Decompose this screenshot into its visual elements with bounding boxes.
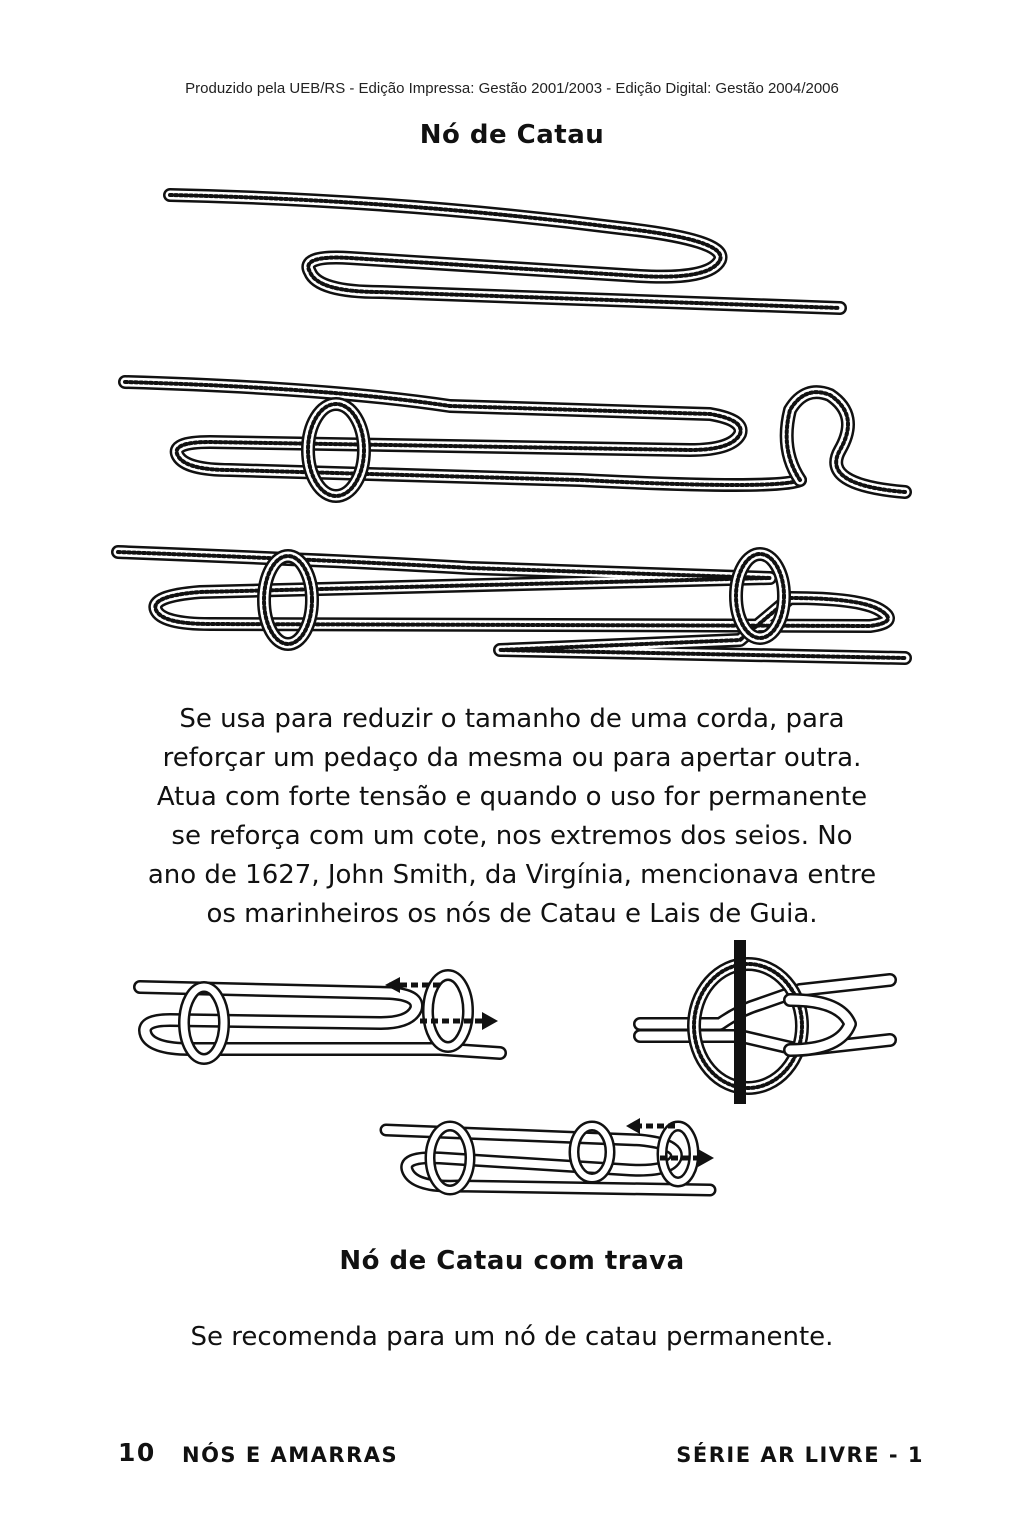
description-line: ano de 1627, John Smith, da Virgínia, mencionava entre bbox=[147, 860, 877, 890]
description-line: Atua com forte tensão e quando o uso for permanente bbox=[156, 782, 868, 812]
series-label: SÉRIE AR LIVRE - 1 bbox=[676, 1443, 924, 1467]
knot-step-2-illustration bbox=[0, 370, 1024, 510]
description-line: reforçar um pedaço da mesma ou para apertar outra. bbox=[162, 743, 862, 773]
knot-locked-step-2-illustration bbox=[640, 940, 900, 1110]
locked-paragraph: Se recomenda para um nó de catau permanente. bbox=[190, 1322, 834, 1352]
knot-step-3-illustration bbox=[0, 540, 1024, 680]
knot-locked-step-1-illustration bbox=[130, 965, 650, 1085]
header-credits: Produzido pela UEB/RS - Edição Impressa: Gestão 2001/2003 - Edição Digital: Gestão 2004/2006 bbox=[185, 80, 839, 97]
description-line: se reforça com um cote, nos extremos dos seios. No bbox=[171, 821, 853, 851]
knot-locked-step-3-illustration bbox=[380, 1110, 720, 1210]
description-paragraph bbox=[100, 700, 924, 934]
description-line: os marinheiros os nós de Catau e Lais de Guia. bbox=[206, 899, 818, 929]
description-line: Se usa para reduzir o tamanho de uma corda, para bbox=[179, 704, 845, 734]
page-number: 10 bbox=[118, 1438, 156, 1467]
page-title: Nó de Catau bbox=[419, 120, 605, 150]
book-title: NÓS E AMARRAS bbox=[182, 1443, 399, 1467]
section-title-locked: Nó de Catau com trava bbox=[339, 1246, 685, 1276]
